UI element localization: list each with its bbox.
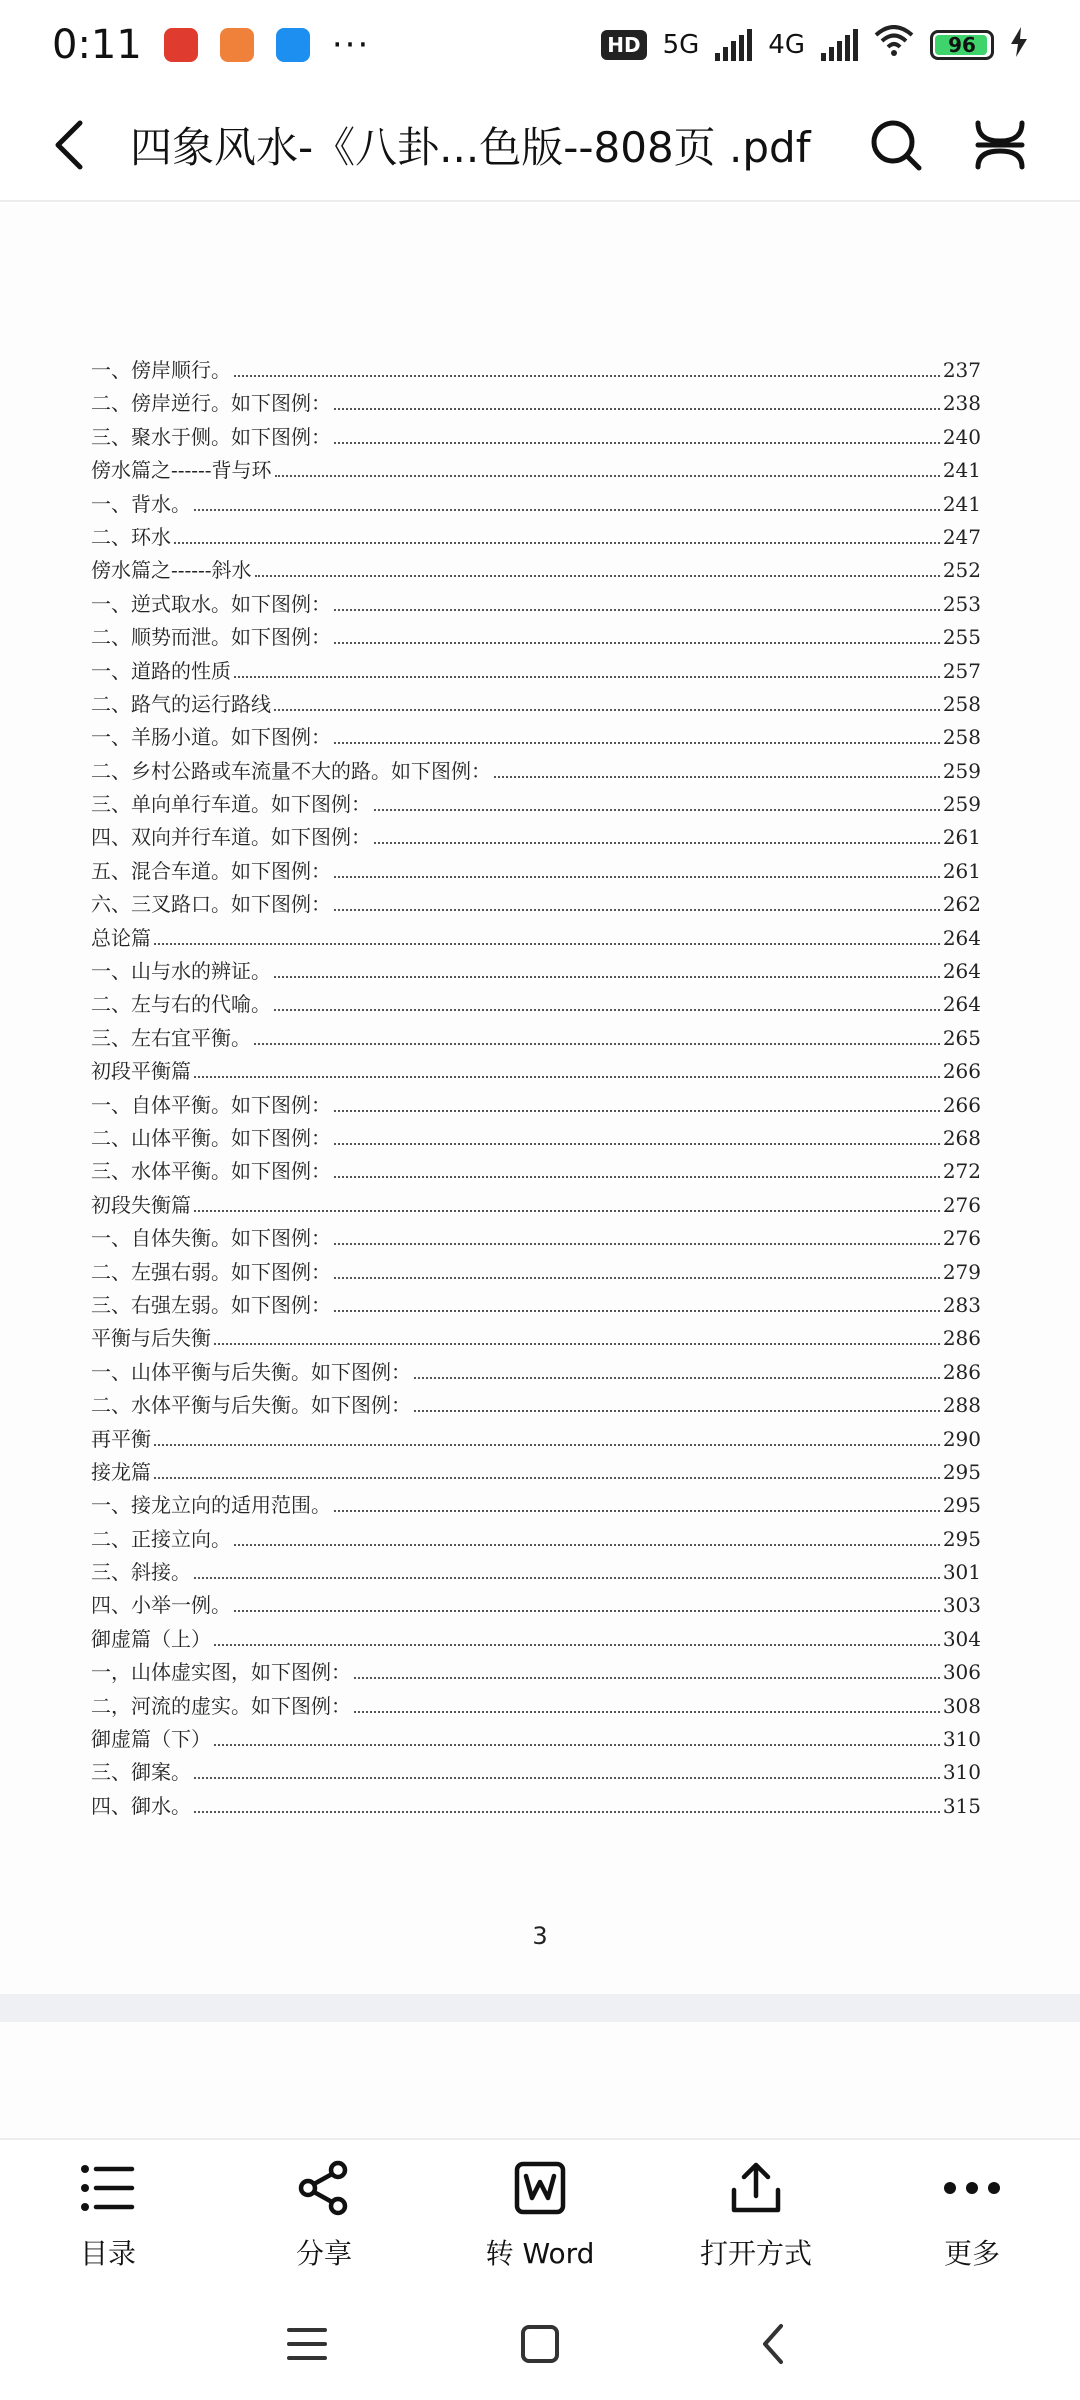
toc-leader-dots xyxy=(334,641,940,644)
list-icon xyxy=(78,2158,138,2218)
toc-entry xyxy=(91,1155,981,1188)
toc-entry xyxy=(91,855,981,888)
toc-entry xyxy=(91,1756,981,1789)
toc-entry-label: 三、御案。 xyxy=(91,1760,191,1785)
next-pdf-page xyxy=(0,2022,1080,2138)
recent-apps-button[interactable] xyxy=(272,2309,342,2379)
toc-entry xyxy=(91,1322,981,1355)
toc-entry-page: 261 xyxy=(942,825,981,850)
toc-entry-page: 279 xyxy=(942,1259,981,1284)
back-button[interactable] xyxy=(30,105,110,185)
toc-leader-dots xyxy=(494,775,940,778)
toc-entry-label: 四、御水。 xyxy=(91,1793,191,1818)
toc-entry-label: 初段失衡篇 xyxy=(91,1192,191,1217)
toc-entry xyxy=(91,1289,981,1322)
toc-leader-dots xyxy=(354,1710,940,1713)
notification-app-icon xyxy=(220,28,254,62)
charging-icon xyxy=(1010,27,1028,64)
toc-entry-label: 一、傍岸顺行。 xyxy=(91,358,231,382)
toc-entry xyxy=(91,1723,981,1756)
upload-share-icon xyxy=(726,2158,786,2218)
toc-leader-dots xyxy=(154,1476,940,1479)
toc-leader-dots xyxy=(234,675,940,678)
toc-entry xyxy=(91,788,981,821)
toc-entry xyxy=(91,1222,981,1255)
system-nav-bar xyxy=(0,2288,1080,2400)
toc-entry-page: 240 xyxy=(942,424,981,449)
toc-entry-page: 308 xyxy=(942,1693,981,1718)
toc-leader-dots xyxy=(194,508,940,511)
status-bar xyxy=(0,0,1080,90)
toc-label: 目录 xyxy=(79,2237,136,2270)
toc-entry-label: 一，山体虚实图，如下图例： xyxy=(91,1660,351,1685)
toc-leader-dots xyxy=(374,808,940,811)
toc-leader-dots xyxy=(334,407,940,410)
notification-app-icon xyxy=(276,28,310,62)
toc-entry-label: 一、山体平衡与后失衡。如下图例： xyxy=(91,1359,411,1384)
toc-leader-dots xyxy=(334,1309,940,1312)
toc-entry-page: 306 xyxy=(942,1660,981,1685)
toc-entry-page: 259 xyxy=(942,758,981,783)
toc-entry-label: 御虚篇（上） xyxy=(91,1626,211,1651)
toc-entry-label: 御虚篇（下） xyxy=(91,1727,211,1752)
toc-entry-label: 总论篇 xyxy=(91,925,151,950)
toc-entry-label: 二、路气的运行路线 xyxy=(91,691,271,716)
toc-entry-page: 241 xyxy=(942,458,981,483)
toc-entry xyxy=(91,1523,981,1556)
square-icon xyxy=(520,2324,560,2364)
toc-entry xyxy=(91,988,981,1021)
hd-icon: HD xyxy=(601,30,646,60)
toc-entry-page: 286 xyxy=(942,1359,981,1384)
toc-entry-page: 304 xyxy=(942,1626,981,1651)
toc-entry xyxy=(91,1389,981,1422)
toc-entry-label: 二，河流的虚实。如下图例： xyxy=(91,1693,351,1718)
toc-entry xyxy=(91,1656,981,1689)
toc-leader-dots xyxy=(154,1443,940,1446)
toc-entry xyxy=(91,821,981,854)
toc-entry-page: 252 xyxy=(942,558,981,583)
toc-entry-label: 一、山与水的辨证。 xyxy=(91,959,271,984)
toc-entry-page: 295 xyxy=(942,1493,981,1518)
toc-leader-dots xyxy=(334,1509,940,1512)
toc-entry xyxy=(91,1055,981,1088)
toc-entry-label: 平衡与后失衡 xyxy=(91,1326,211,1351)
toc-entry-label: 傍水篇之------斜水 xyxy=(91,558,252,583)
toc-entry-page: 276 xyxy=(942,1192,981,1217)
toc-leader-dots xyxy=(194,1776,940,1779)
toc-entry-page: 295 xyxy=(942,1459,981,1484)
open-with-button[interactable] xyxy=(656,2158,856,2272)
toc-entry-label: 三、左右宜平衡。 xyxy=(91,1025,251,1050)
status-time: 0:11 xyxy=(52,22,142,68)
toc-leader-dots xyxy=(334,1242,940,1245)
toc-leader-dots xyxy=(154,942,940,945)
toc-entry-label: 一、自体平衡。如下图例： xyxy=(91,1092,331,1117)
convert-to-word-label: 转 Word xyxy=(485,2237,595,2270)
toc-entry xyxy=(91,421,981,454)
toc-entry-label: 二、左与右的代喻。 xyxy=(91,992,271,1017)
toc-entry-page: 264 xyxy=(942,992,981,1017)
toc-leader-dots xyxy=(194,1075,940,1078)
toc-entry-label: 一、接龙立向的适用范围。 xyxy=(91,1493,331,1518)
toc-entry xyxy=(91,588,981,621)
toc-entry-page: 290 xyxy=(942,1426,981,1451)
toc-entry-label: 四、小举一例。 xyxy=(91,1593,231,1618)
toc-leader-dots xyxy=(334,1109,940,1112)
bottom-toolbar xyxy=(0,2138,1080,2290)
toc-entry-page: 283 xyxy=(942,1292,981,1317)
toc-entry-label: 二、正接立向。 xyxy=(91,1526,231,1551)
toc-leader-dots xyxy=(174,541,940,544)
toc-leader-dots xyxy=(274,1008,940,1011)
toc-entry-page: 247 xyxy=(942,524,981,549)
toc-entry-page: 259 xyxy=(942,792,981,817)
toc-entry-label: 二、乡村公路或车流量不大的路。如下图例： xyxy=(91,758,491,783)
toc-entry xyxy=(91,354,981,387)
search-icon xyxy=(868,117,924,173)
toc-leader-dots xyxy=(254,1042,940,1045)
toc-leader-dots xyxy=(334,1175,940,1178)
toc-leader-dots xyxy=(234,1609,940,1612)
open-with-label: 打开方式 xyxy=(699,2237,812,2270)
toc-entry-label: 一、自体失衡。如下图例： xyxy=(91,1226,331,1251)
toc-entry-page: 266 xyxy=(942,1092,981,1117)
toc-leader-dots xyxy=(194,1810,940,1813)
toc-entry-page: 253 xyxy=(942,591,981,616)
toc-entry xyxy=(91,1423,981,1456)
toc-entry-page: 264 xyxy=(942,925,981,950)
home-button[interactable] xyxy=(505,2309,575,2379)
toc-entry-label: 三、斜接。 xyxy=(91,1560,191,1585)
toc-entry-page: 295 xyxy=(942,1526,981,1551)
chevron-left-icon xyxy=(759,2322,787,2366)
toc-entry-page: 315 xyxy=(942,1793,981,1818)
toc-leader-dots xyxy=(214,1643,940,1646)
toc-entry-label: 再平衡 xyxy=(91,1426,151,1451)
toc-leader-dots xyxy=(274,975,940,978)
toc-entry xyxy=(91,1589,981,1622)
toc-entry-label: 二、山体平衡。如下图例： xyxy=(91,1125,331,1150)
network-5g-label: 5G xyxy=(662,30,700,60)
signal-icon xyxy=(821,29,858,61)
reading-mode-button[interactable] xyxy=(960,105,1040,185)
notification-app-icon xyxy=(164,28,198,62)
toc-entry xyxy=(91,1456,981,1489)
toc-entry xyxy=(91,1790,981,1823)
toc-entry-page: 241 xyxy=(942,491,981,516)
toc-entry-page: 265 xyxy=(942,1025,981,1050)
toc-leader-dots xyxy=(354,1676,940,1679)
toc-entry xyxy=(91,621,981,654)
toc-leader-dots xyxy=(334,608,940,611)
toc-leader-dots xyxy=(214,1743,940,1746)
toc-leader-dots xyxy=(374,841,940,844)
toc-entry-page: 288 xyxy=(942,1393,981,1418)
toc-entry-page: 258 xyxy=(942,725,981,750)
toc-entry xyxy=(91,888,981,921)
toc-leader-dots xyxy=(334,441,940,444)
battery-level: 96 xyxy=(948,33,976,57)
toc-leader-dots xyxy=(194,1209,940,1212)
pdf-page xyxy=(0,204,1080,1994)
toc-entry-page: 272 xyxy=(942,1159,981,1184)
toc-leader-dots xyxy=(234,374,940,377)
toc-entry-label: 三、单向单行车道。如下图例： xyxy=(91,792,371,817)
word-document-icon xyxy=(510,2158,570,2218)
toc-entry xyxy=(91,1356,981,1389)
toc-entry xyxy=(91,955,981,988)
toc-entry-label: 一、羊肠小道。如下图例： xyxy=(91,725,331,750)
toc-entry-page: 255 xyxy=(942,625,981,650)
status-right xyxy=(601,25,1028,65)
toc-leader-dots xyxy=(214,1342,940,1345)
more-button[interactable] xyxy=(872,2158,1072,2272)
app-bar xyxy=(0,90,1080,202)
toc-entry-page: 303 xyxy=(942,1593,981,1618)
wifi-icon xyxy=(874,25,914,65)
toc-entry xyxy=(91,521,981,554)
toc-leader-dots xyxy=(334,875,940,878)
toc-entry-label: 六、三叉路口。如下图例： xyxy=(91,892,331,917)
toc-leader-dots xyxy=(334,741,940,744)
toc-leader-dots xyxy=(194,1576,940,1579)
toc-entry xyxy=(91,1256,981,1289)
toc-entry xyxy=(91,387,981,420)
toc-leader-dots xyxy=(334,1142,940,1145)
toc-entry-page: 261 xyxy=(942,858,981,883)
document-title: 四象风水-《八卦...色版--808页 .pdf xyxy=(130,123,811,172)
toc-entry-label: 一、逆式取水。如下图例： xyxy=(91,591,331,616)
toc-entry xyxy=(91,454,981,487)
toc-entry-label: 接龙篇 xyxy=(91,1459,151,1484)
toc-entry xyxy=(91,1489,981,1522)
toc-leader-dots xyxy=(334,908,940,911)
toc-entry xyxy=(91,1089,981,1122)
toc-entry-label: 二、水体平衡与后失衡。如下图例： xyxy=(91,1393,411,1418)
toc-entry-page: 276 xyxy=(942,1226,981,1251)
system-back-button[interactable] xyxy=(738,2309,808,2379)
reading-mode-icon xyxy=(972,117,1028,173)
toc-leader-dots xyxy=(334,1276,940,1279)
toc-entry xyxy=(91,1022,981,1055)
toc-entry xyxy=(91,688,981,721)
toc-entry-page: 238 xyxy=(942,391,981,416)
toc-leader-dots xyxy=(414,1376,940,1379)
toc-entry-label: 初段平衡篇 xyxy=(91,1059,191,1084)
search-button[interactable] xyxy=(856,105,936,185)
toc-entry-label: 傍水篇之------背与环 xyxy=(91,458,272,483)
toc-entry xyxy=(91,755,981,788)
toc-entry-page: 310 xyxy=(942,1760,981,1785)
page-number: 3 xyxy=(532,1922,548,1950)
menu-icon xyxy=(287,2327,327,2361)
share-label: 分享 xyxy=(295,2237,352,2270)
toc-entry-label: 二、左强右弱。如下图例： xyxy=(91,1259,331,1284)
toc-leader-dots xyxy=(255,574,940,577)
signal-icon xyxy=(715,29,752,61)
table-of-contents xyxy=(91,354,981,1823)
battery-icon xyxy=(930,30,994,60)
share-icon xyxy=(294,2158,354,2218)
document-viewport[interactable] xyxy=(0,204,1080,2138)
more-dots-icon xyxy=(942,2158,1002,2218)
toc-entry-page: 258 xyxy=(942,691,981,716)
toc-entry-page: 268 xyxy=(942,1125,981,1150)
toc-entry xyxy=(91,721,981,754)
chevron-left-icon xyxy=(50,117,90,173)
toc-entry xyxy=(91,1623,981,1656)
toc-entry-label: 二、傍岸逆行。如下图例： xyxy=(91,391,331,416)
toc-entry-label: 二、顺势而泄。如下图例： xyxy=(91,625,331,650)
toc-entry-label: 四、双向并行车道。如下图例： xyxy=(91,825,371,850)
toc-entry-label: 三、右强左弱。如下图例： xyxy=(91,1292,331,1317)
toc-button[interactable] xyxy=(8,2158,208,2272)
convert-to-word-button[interactable] xyxy=(440,2158,640,2272)
more-label: 更多 xyxy=(943,2237,1000,2270)
more-notifications-icon: ··· xyxy=(331,25,371,65)
toc-entry-page: 310 xyxy=(942,1727,981,1752)
status-left xyxy=(52,22,370,68)
network-4g-label: 4G xyxy=(768,30,805,60)
share-button[interactable] xyxy=(224,2158,424,2272)
toc-leader-dots xyxy=(275,474,940,477)
toc-entry-page: 237 xyxy=(942,358,981,382)
toc-entry xyxy=(91,655,981,688)
toc-leader-dots xyxy=(414,1409,940,1412)
toc-entry xyxy=(91,922,981,955)
toc-entry xyxy=(91,1690,981,1723)
toc-entry-label: 二、环水 xyxy=(91,524,171,549)
toc-entry-page: 266 xyxy=(942,1059,981,1084)
toc-entry-page: 262 xyxy=(942,892,981,917)
toc-leader-dots xyxy=(234,1543,940,1546)
toc-entry xyxy=(91,1189,981,1222)
toc-entry-label: 三、聚水于侧。如下图例： xyxy=(91,424,331,449)
toc-entry-page: 257 xyxy=(942,658,981,683)
toc-entry xyxy=(91,1122,981,1155)
toc-entry-page: 301 xyxy=(942,1560,981,1585)
toc-entry-page: 286 xyxy=(942,1326,981,1351)
toc-leader-dots xyxy=(274,708,940,711)
toc-entry-label: 一、背水。 xyxy=(91,491,191,516)
toc-entry-label: 一、道路的性质 xyxy=(91,658,231,683)
toc-entry xyxy=(91,488,981,521)
toc-entry xyxy=(91,554,981,587)
toc-entry-label: 五、混合车道。如下图例： xyxy=(91,858,331,883)
toc-entry xyxy=(91,1556,981,1589)
toc-entry-page: 264 xyxy=(942,959,981,984)
toc-entry-label: 三、水体平衡。如下图例： xyxy=(91,1159,331,1184)
